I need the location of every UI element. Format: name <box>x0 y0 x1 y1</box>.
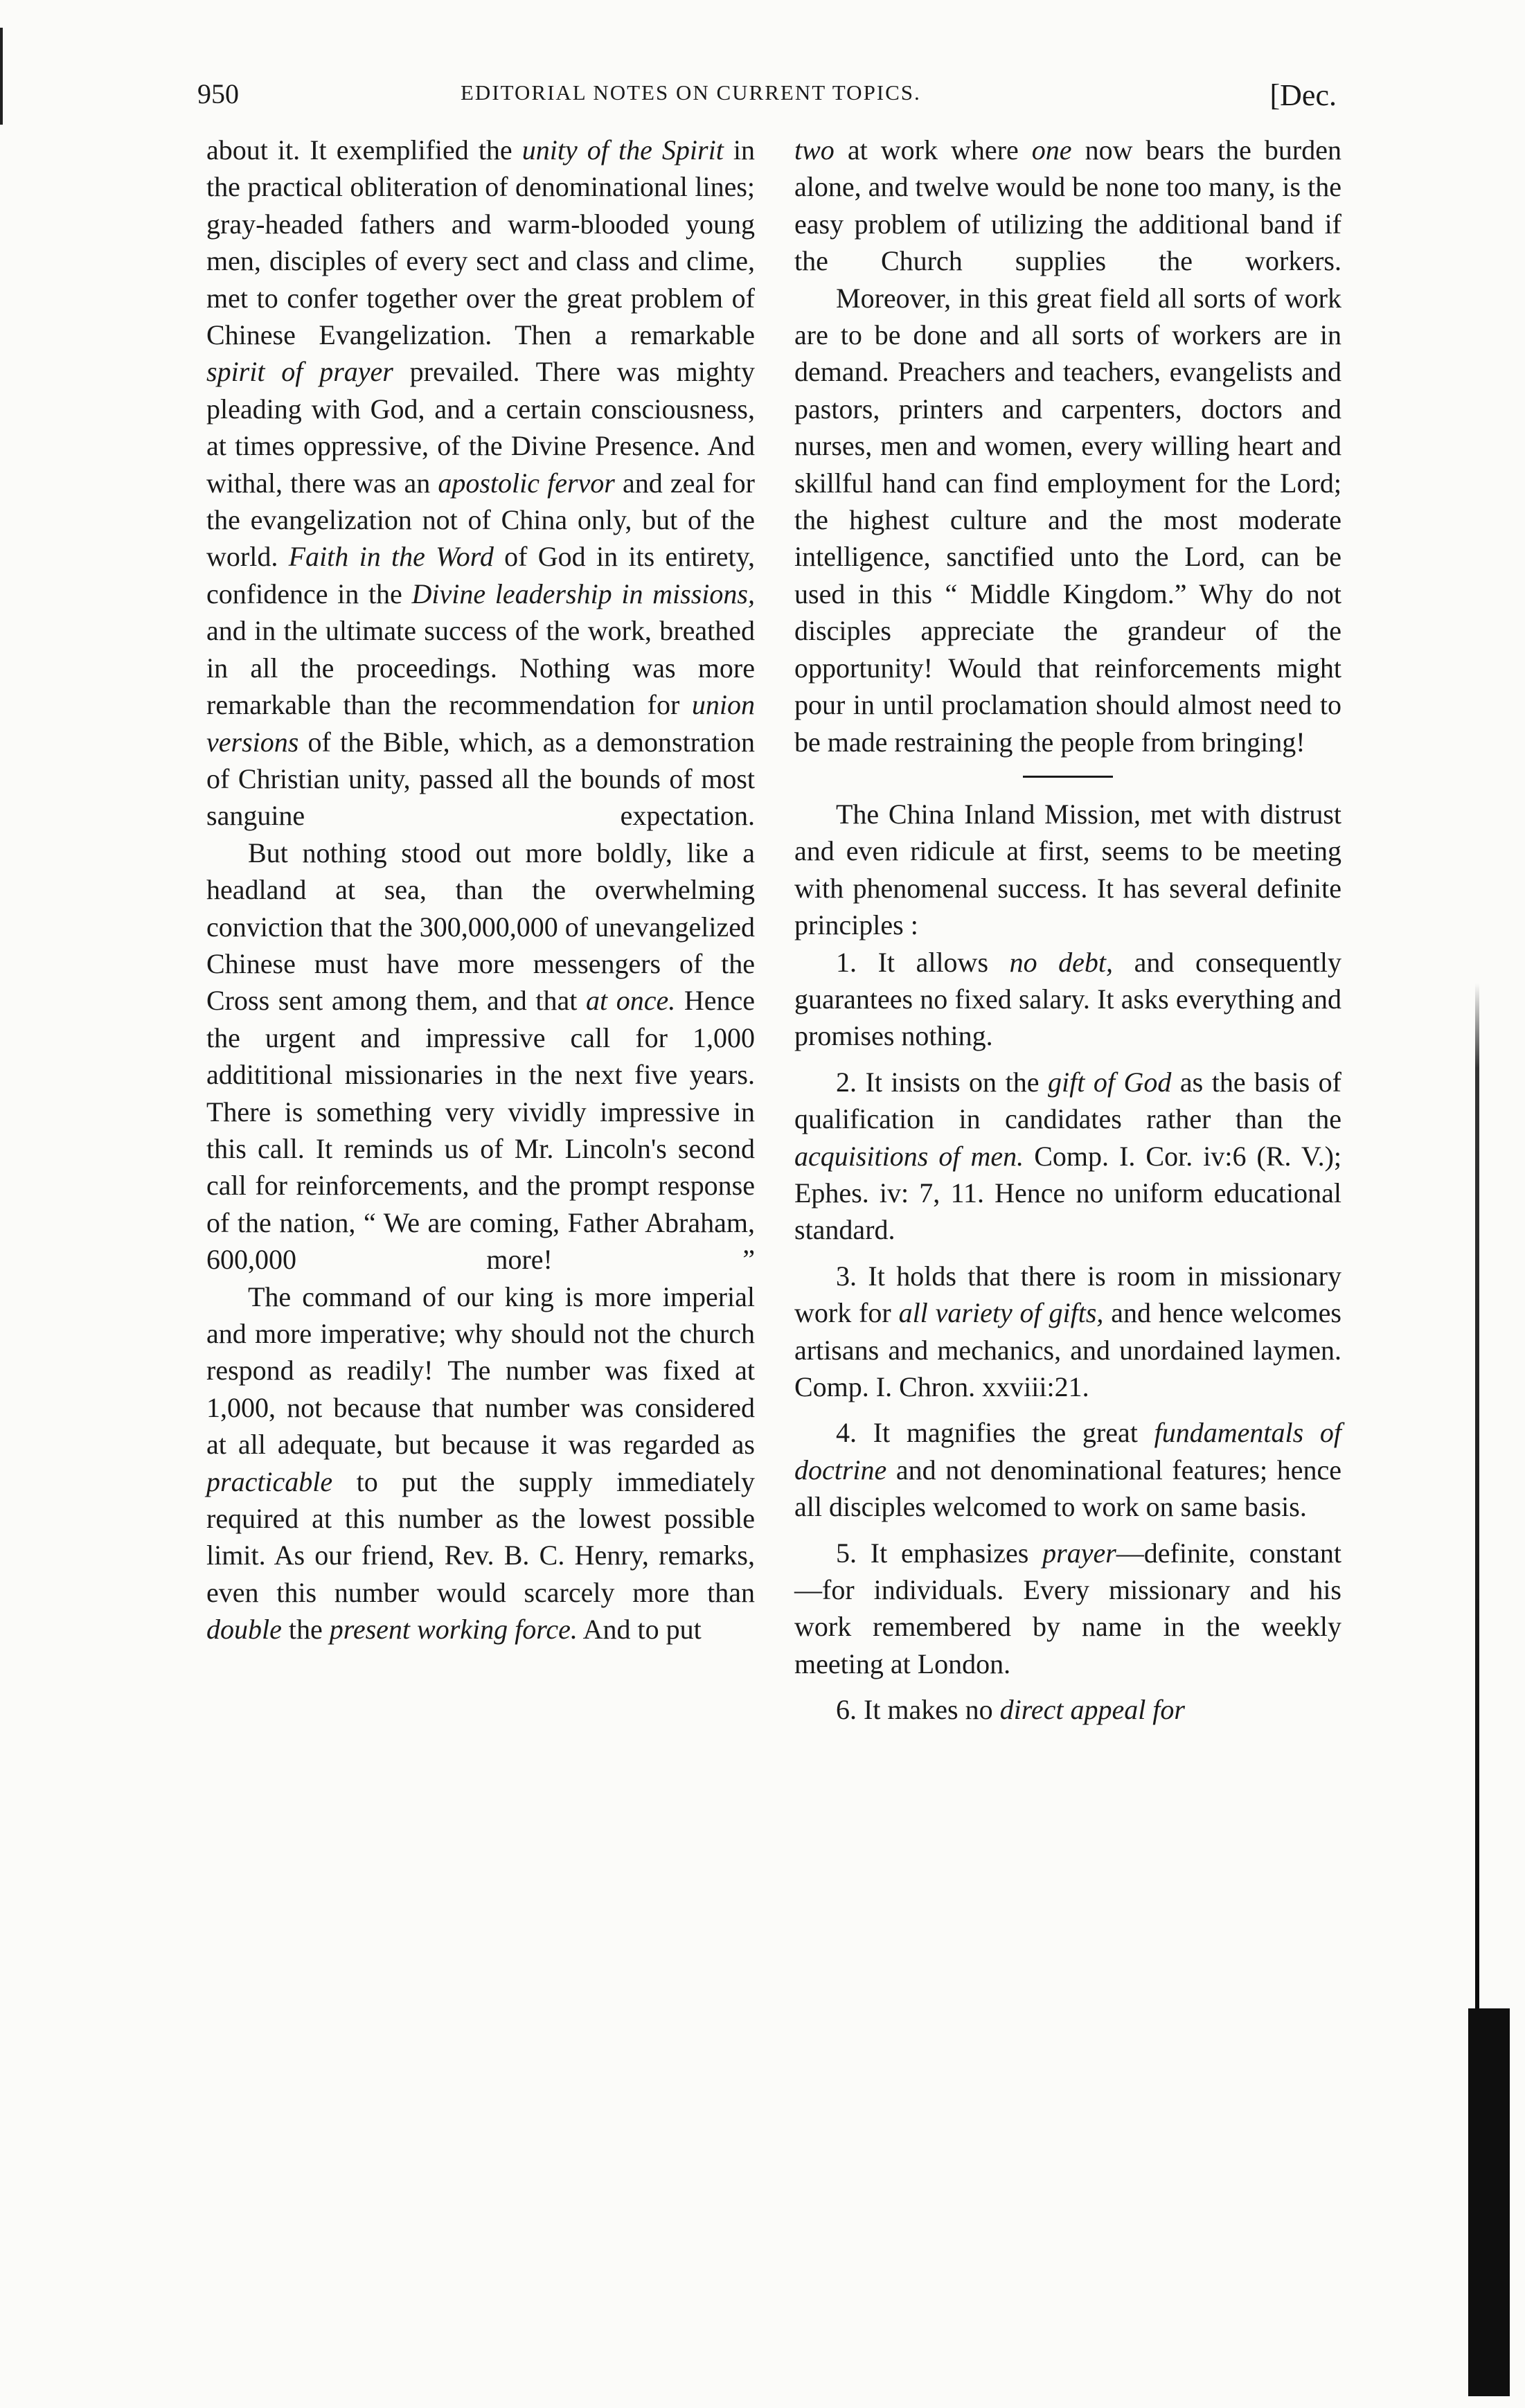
running-title: EDITORIAL NOTES ON CURRENT TOPICS. <box>461 80 921 105</box>
principle-item-1: 1. It allows no debt, and consequently guarantees no fixed salary. It asks everything and promises nothing. <box>794 946 1342 1052</box>
paragraph-unity: about it. It exemplified the unity of the Spirit in the practical obliteration of denominational lines; gray-headed fathers and warm-blooded young men, disciples of every sect and class and clime, met to confer together over the great problem of Chinese Evangelization. Then a remarkable spirit of prayer prevailed. There was mighty pleading with God, and a certain consciousness, at times oppressive, of the Divine Presence. And withal, there was an apostolic fervor and zeal for the evangelization not of China only, but of the world. Faith in the Word of God in its entirety, confidence in the Divine leadership in missions, and in the ultimate success of the work, breathed in all the proceedings. Nothing was more remarkable than the recommendation for union versions of the Bible, which, as a demonstration of Christian unity, passed all the bounds of most sanguine expectation. <box>206 134 756 832</box>
principle-item-3: 3. It holds that there is room in missionary work for all variety of gifts, and hence welcomes artisans and mechanics, and unordained laymen. Comp. I. Chron. xxviii:21. <box>794 1260 1341 1402</box>
page-number: 950 <box>197 78 239 109</box>
paragraph-china-inland-mission: The China Inland Mission, met with distrust and even ridicule at first, seems to be meeting with phenomenal success. It has several definite principles : <box>794 798 1341 941</box>
paragraph-workers: two at work where one now bears the burden alone, and twelve would be none too many, is the easy problem of utilizing the additional band if the Church supplies the workers. <box>794 134 1341 277</box>
principle-item-2: 2. It insists on the gift of God as the basis of qualification in candidates rather than the acquisitions of men. Comp. I. Cor. iv:6 (R. V.); Ephes. iv: 7, 11. Hence no uniform educational standard. <box>794 1066 1342 1246</box>
paragraph-all-sorts-of-workers: Moreover, in this great field all sorts of work are to be done and all sorts of workers are in demand. Preachers and teachers, evangelists and pastors, printers and carpenters, doctors and nurses, men and women, every willing heart and skillful hand can find employment for the Lord; the highest culture and the most moderate intelligence, sanctified unto the Lord, can be used in this “ Middle Kingdom.” Why do not disciples appreciate the grandeur of the opportunity! Would that reinforcements might pour in until proclamation should almost need to be made restraining the people from bringing! <box>794 282 1341 758</box>
principle-item-6: 6. It makes no direct appeal for <box>836 1694 1185 1726</box>
running-header <box>197 78 1337 119</box>
scan-edge-mark <box>0 28 3 125</box>
scan-edge-block <box>1468 2008 1510 2396</box>
header-month: [Dec. <box>1269 78 1337 112</box>
left-column <box>206 132 755 1648</box>
principle-item-4: 4. It magnifies the great fundamentals of doctrine and not denominational features; hence all disciples welcomed to work on same basis. <box>794 1417 1341 1523</box>
principle-item-5: 5. It emphasizes prayer—definite, constant—for individuals. Every missionary and his work remembered by name in the weekly meeting at London. <box>794 1537 1342 1679</box>
section-divider <box>1023 776 1113 778</box>
paragraph-command-of-king: The command of our king is more imperial and more imperative; why should not the church respond as readily! The number was fixed at 1,000, not because that number was considered at all adequate, but because it was regarded as practicable to put the supply immediately required at this number as the lowest possible limit. As our friend, Rev. B. C. Henry, remarks, even this number would scarcely more than double the present working force. And to put <box>206 1281 755 1646</box>
paragraph-call-for-missionaries: But nothing stood out more boldly, like a headland at sea, than the overwhelming conviction that the 300,000,000 of unevangelized Chinese must have more messengers of the Cross sent among them, and that at once. Hence the urgent and impressive call for 1,000 addititional missionaries in the next five years. There is something very vividly impressive in this call. It reminds us of Mr. Lincoln's second call for reinforcements, and the prompt response of the nation, “ We are coming, Father Abraham, 600,000 more! ” <box>206 837 756 1276</box>
right-column <box>794 132 1341 1738</box>
